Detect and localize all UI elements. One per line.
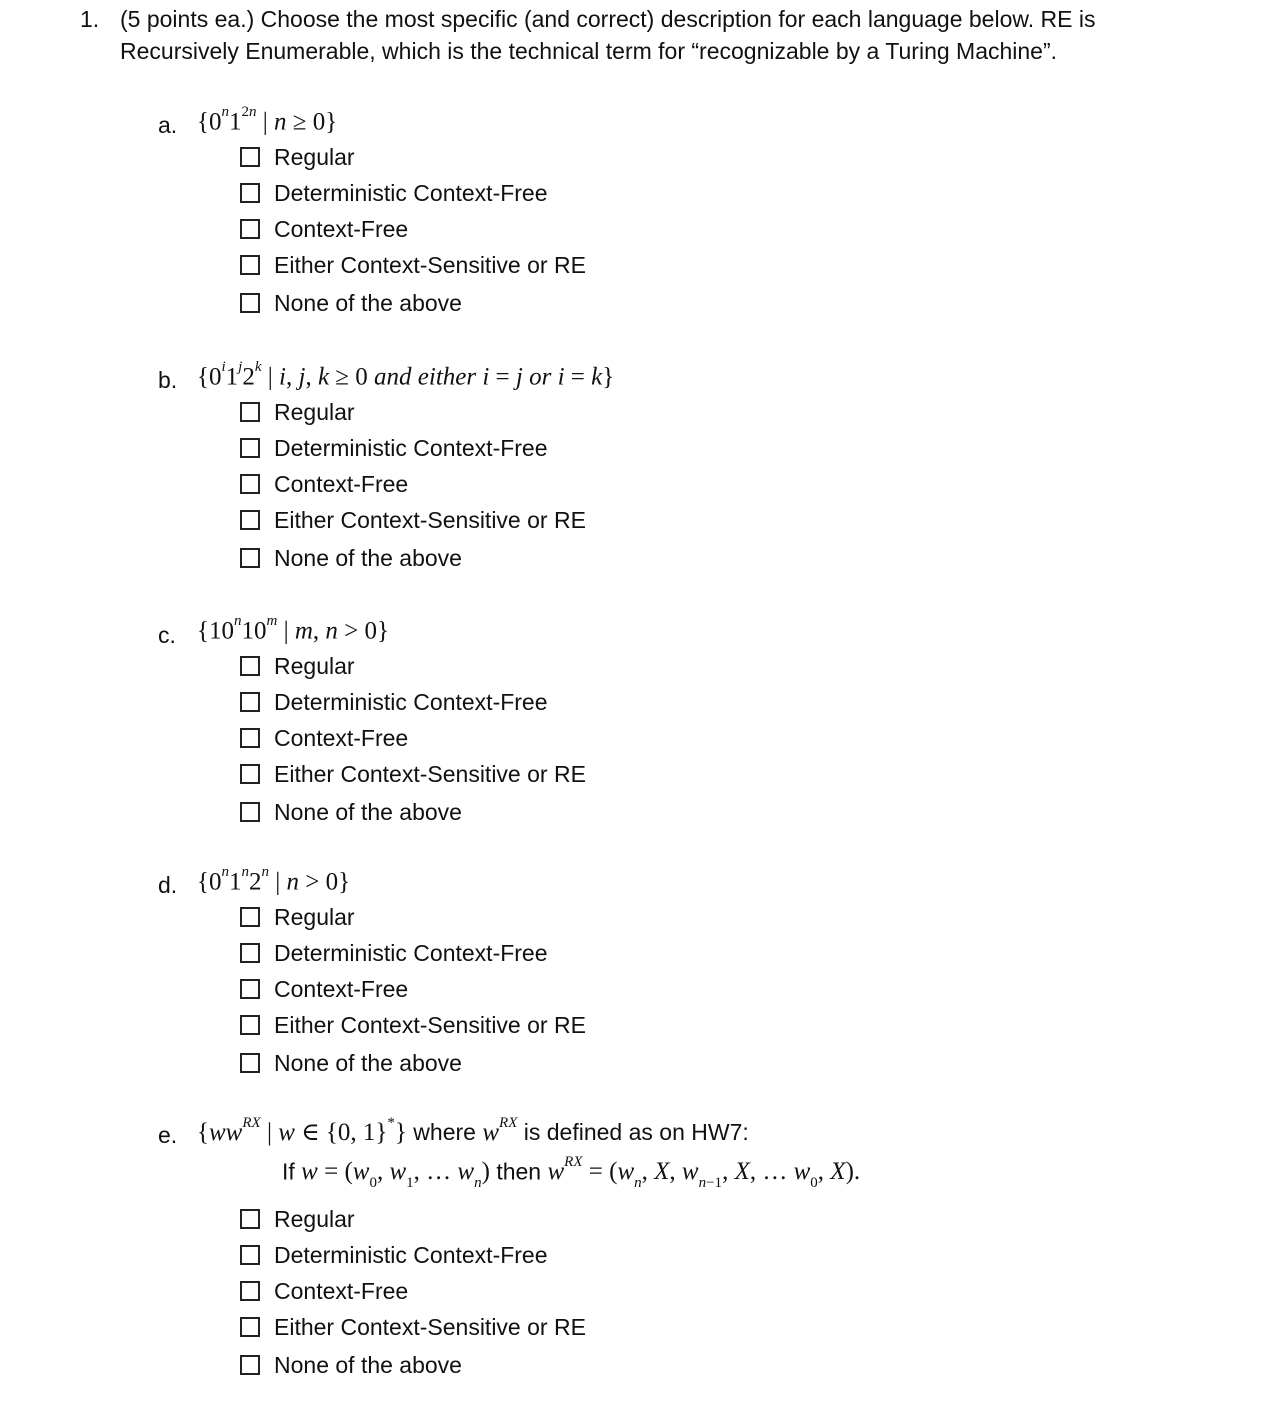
option-label: None of the above bbox=[274, 1351, 462, 1378]
option-row[interactable] bbox=[240, 470, 408, 498]
option-label: Regular bbox=[274, 398, 355, 425]
option-checkbox[interactable] bbox=[240, 510, 260, 530]
option-row[interactable] bbox=[240, 1049, 462, 1077]
option-checkbox[interactable] bbox=[240, 1053, 260, 1073]
option-checkbox[interactable] bbox=[240, 1317, 260, 1337]
question-line-2: Recursively Enumerable, which is the technical term for “recognizable by a Turing Machine”. bbox=[120, 38, 1058, 64]
option-row[interactable] bbox=[240, 289, 462, 317]
option-label: None of the above bbox=[274, 798, 462, 825]
option-row[interactable] bbox=[240, 398, 355, 426]
option-row[interactable] bbox=[240, 506, 586, 534]
option-checkbox[interactable] bbox=[240, 255, 260, 275]
option-label: Regular bbox=[274, 1205, 355, 1232]
option-row[interactable] bbox=[240, 434, 548, 462]
option-label: Deterministic Context-Free bbox=[274, 939, 548, 966]
part-e-letter: e. bbox=[158, 1122, 178, 1148]
option-row[interactable] bbox=[240, 544, 462, 572]
question-number: 1. bbox=[80, 6, 100, 32]
option-row[interactable] bbox=[240, 1313, 586, 1341]
option-label: Context-Free bbox=[274, 724, 409, 751]
option-label: Either Context-Sensitive or RE bbox=[274, 506, 586, 533]
option-row[interactable] bbox=[240, 652, 355, 680]
option-checkbox[interactable] bbox=[240, 1015, 260, 1035]
option-label: None of the above bbox=[274, 1049, 462, 1076]
option-row[interactable] bbox=[240, 975, 408, 1003]
option-checkbox[interactable] bbox=[240, 402, 260, 422]
option-row[interactable] bbox=[240, 939, 548, 967]
option-checkbox[interactable] bbox=[240, 219, 260, 239]
part-c-letter: c. bbox=[158, 622, 176, 648]
option-row[interactable] bbox=[240, 688, 548, 716]
option-checkbox[interactable] bbox=[240, 943, 260, 963]
part-b-language: {0$^i$1$^j$2$^k$ | i, j, k ≥ 0 and either i = j or i = k} bbox=[197, 359, 615, 391]
part-d-letter: d. bbox=[158, 872, 178, 898]
option-checkbox[interactable] bbox=[240, 692, 260, 712]
option-checkbox[interactable] bbox=[240, 728, 260, 748]
option-checkbox[interactable] bbox=[240, 293, 260, 313]
option-label: Deterministic Context-Free bbox=[274, 1241, 548, 1268]
option-row[interactable] bbox=[240, 1241, 548, 1269]
option-label: Context-Free bbox=[274, 1277, 409, 1304]
option-checkbox[interactable] bbox=[240, 802, 260, 822]
option-label: Either Context-Sensitive or RE bbox=[274, 760, 586, 787]
option-label: None of the above bbox=[274, 289, 462, 316]
option-label: Context-Free bbox=[274, 215, 409, 242]
option-row[interactable] bbox=[240, 251, 586, 279]
option-checkbox[interactable] bbox=[240, 1245, 260, 1265]
option-checkbox[interactable] bbox=[240, 147, 260, 167]
option-checkbox[interactable] bbox=[240, 764, 260, 784]
option-checkbox[interactable] bbox=[240, 548, 260, 568]
option-label: Deterministic Context-Free bbox=[274, 434, 548, 461]
part-e-language: {$ww^{RX}$ | w ∈ {0, 1}*} where $w^{RX}$ is defined as on HW7: bbox=[197, 1114, 749, 1146]
option-label: Either Context-Sensitive or RE bbox=[274, 251, 586, 278]
option-label: Either Context-Sensitive or RE bbox=[274, 1011, 586, 1038]
option-label: Regular bbox=[274, 903, 355, 930]
option-checkbox[interactable] bbox=[240, 474, 260, 494]
option-label: Regular bbox=[274, 143, 355, 170]
option-row[interactable] bbox=[240, 1351, 462, 1379]
option-row[interactable] bbox=[240, 798, 462, 826]
option-label: Context-Free bbox=[274, 470, 409, 497]
part-d-language: {0$^n$1$^n$2$^n$ | n > 0} bbox=[197, 864, 351, 896]
option-checkbox[interactable] bbox=[240, 438, 260, 458]
option-checkbox[interactable] bbox=[240, 1355, 260, 1375]
part-e-definition: If $w = (w_0$, $w_1$, … $w_n$) then $w^{RX} = (w_n$, X, $w_{n-1}$, X, … $w_0$, X). bbox=[282, 1154, 861, 1192]
option-checkbox[interactable] bbox=[240, 1209, 260, 1229]
option-checkbox[interactable] bbox=[240, 979, 260, 999]
part-e-if: If bbox=[282, 1158, 295, 1185]
option-row[interactable] bbox=[240, 1205, 355, 1233]
option-row[interactable] bbox=[240, 1277, 408, 1305]
option-checkbox[interactable] bbox=[240, 183, 260, 203]
option-label: Regular bbox=[274, 652, 355, 679]
part-e-desc-where: where bbox=[413, 1119, 476, 1145]
option-row[interactable] bbox=[240, 760, 586, 788]
part-e-desc-defined: is defined as on HW7: bbox=[523, 1119, 749, 1145]
part-c-language: {10$^n$10$^m$ | m, n > 0} bbox=[197, 613, 390, 645]
part-e-then: then bbox=[496, 1158, 542, 1185]
option-row[interactable] bbox=[240, 724, 408, 752]
option-row[interactable] bbox=[240, 903, 355, 931]
option-label: Context-Free bbox=[274, 975, 409, 1002]
option-checkbox[interactable] bbox=[240, 907, 260, 927]
part-a-language: {$0^n1^{2n}$ | n ≥ 0} bbox=[197, 104, 338, 136]
option-row[interactable] bbox=[240, 215, 408, 243]
option-label: Either Context-Sensitive or RE bbox=[274, 1313, 586, 1340]
option-checkbox[interactable] bbox=[240, 656, 260, 676]
part-b-letter: b. bbox=[158, 367, 178, 393]
option-row[interactable] bbox=[240, 143, 355, 171]
option-label: None of the above bbox=[274, 544, 462, 571]
part-a-letter: a. bbox=[158, 112, 178, 138]
option-checkbox[interactable] bbox=[240, 1281, 260, 1301]
option-label: Deterministic Context-Free bbox=[274, 179, 548, 206]
option-row[interactable] bbox=[240, 179, 548, 207]
option-row[interactable] bbox=[240, 1011, 586, 1039]
question-line-1: (5 points ea.) Choose the most specific (and correct) description for each language below. RE is bbox=[120, 6, 1096, 32]
option-label: Deterministic Context-Free bbox=[274, 688, 548, 715]
